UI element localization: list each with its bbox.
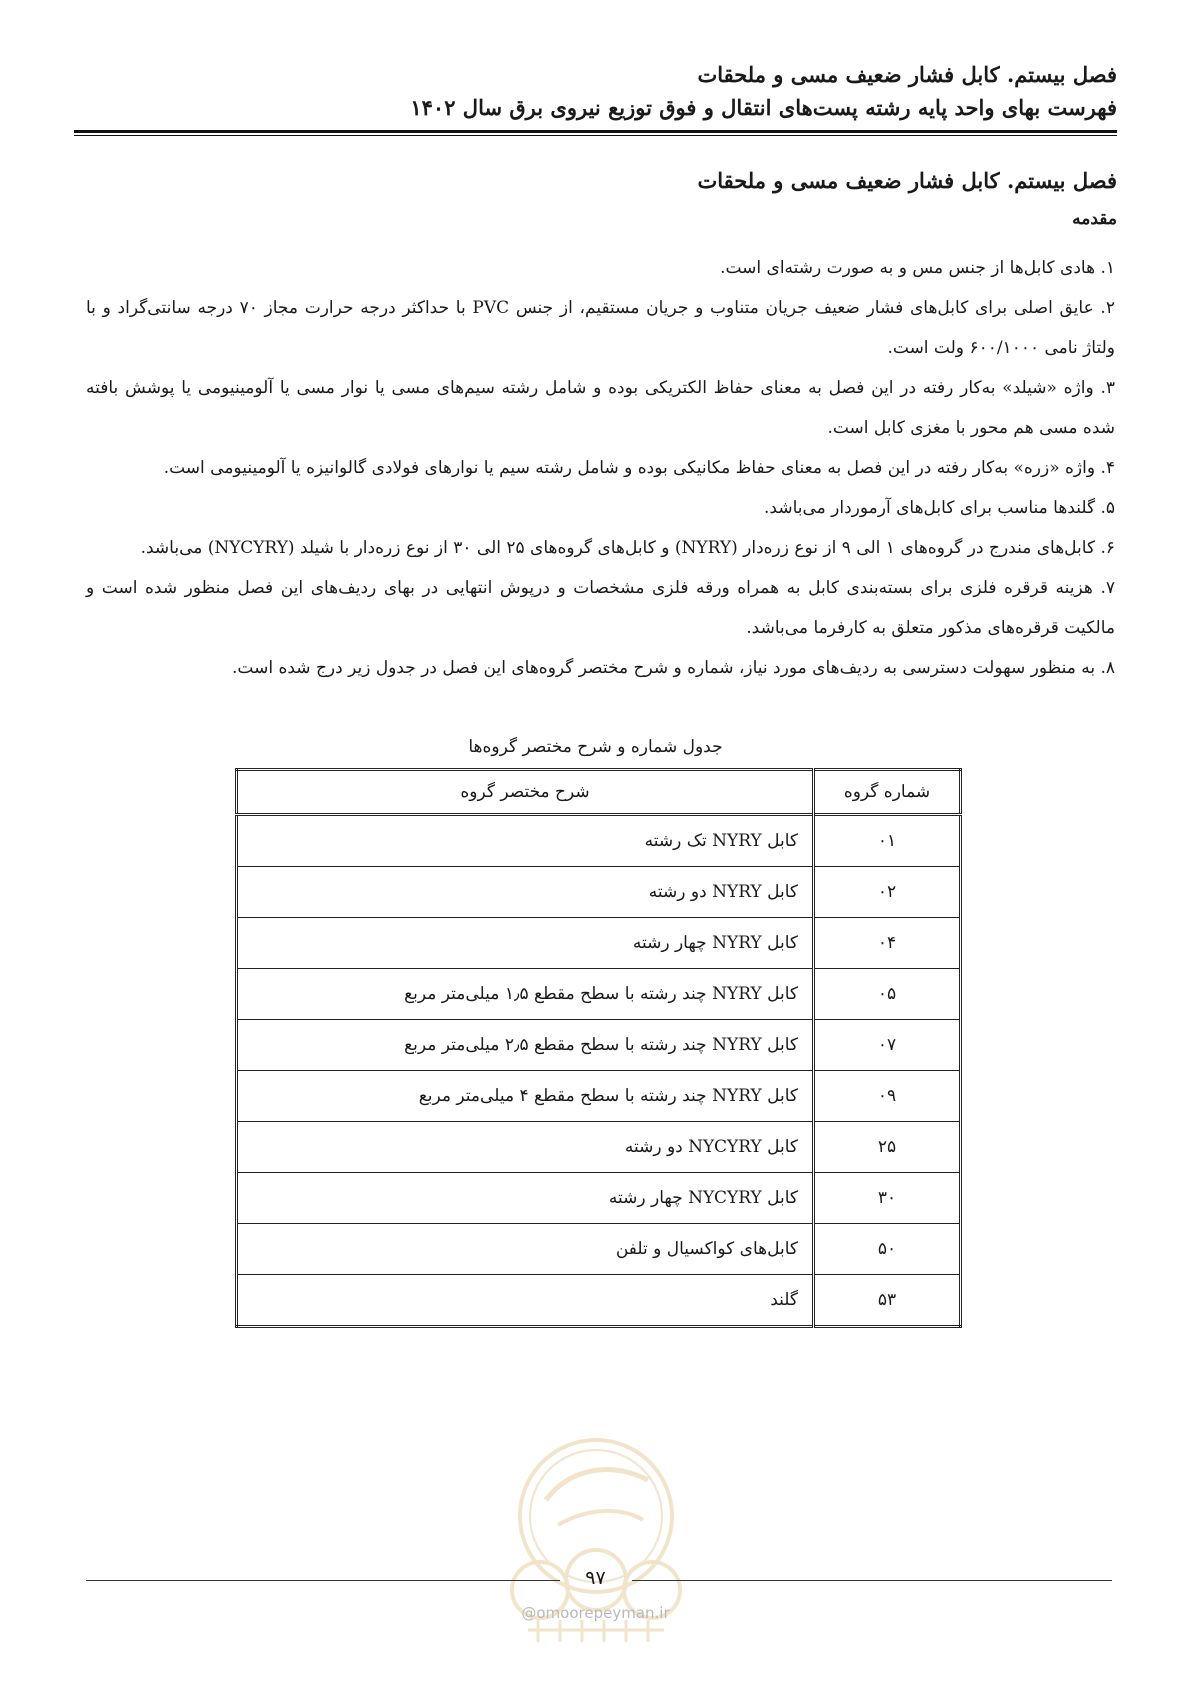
header-divider-thin [74,135,1117,136]
group-description-cell: کابل NYRY دو رشته [237,867,814,918]
header-divider [74,130,1117,133]
group-description-cell: کابل NYRY چند رشته با سطح مقطع ۲٫۵ میلی‌متر مربع [237,1020,814,1071]
group-description-cell: کابل NYCYRY چهار رشته [237,1173,814,1224]
table-row [237,918,961,969]
intro-item: ۵. گلندها مناسب برای کابل‌های آرموردار می‌باشد. [764,498,1115,518]
intro-item: ۴. واژه «زره» به‌کار رفته در این فصل به معنای حفاظ مکانیکی بوده و شامل رشته سیم یا نوارهای فولادی گالوانیزه یا آلومینیومی است. [163,458,1115,478]
group-description-cell: کابل NYRY چهار رشته [237,918,814,969]
group-number-cell: ۵۳ [814,1275,961,1327]
table-row [237,867,961,918]
group-description-cell: کابل NYRY چند رشته با سطح مقطع ۴ میلی‌متر مربع [237,1071,814,1122]
table-caption: جدول شماره و شرح مختصر گروه‌ها [468,737,723,757]
column-header-number: شماره گروه [814,770,961,815]
table-header-row [237,770,961,815]
table-row [237,1275,961,1327]
header-book-title: فهرست بهای واحد پایه رشته پست‌های انتقال و فوق توزیع نیروی برق سال ۱۴۰۲ [410,95,1117,120]
group-description-cell: کابل NYRY تک رشته [237,815,814,867]
header-chapter: فصل بیستم. کابل فشار ضعیف مسی و ملحقات [697,62,1117,87]
groups-table [235,768,962,1328]
intro-item: ۸. به منظور سهولت دسترسی به ردیف‌های مورد نیاز، شماره و شرح مختصر گروه‌های این فصل در جدول زیر درج شده است. [232,658,1115,678]
group-number-cell: ۰۹ [814,1071,961,1122]
group-number-cell: ۰۱ [814,815,961,867]
table-row [237,1122,961,1173]
group-number-cell: ۰۷ [814,1020,961,1071]
table-row [237,1173,961,1224]
group-description-cell: کابل‌های کواکسیال و تلفن [237,1224,814,1275]
column-header-description: شرح مختصر گروه [237,770,814,815]
group-number-cell: ۳۰ [814,1173,961,1224]
intro-item: ۲. عایق اصلی برای کابل‌های فشار ضعیف جریان متناوب و جریان مستقیم، از جنس PVC با حداکثر درجه حرارت مجاز ۷۰ درجه سانتی‌گراد و با ولتاژ نامی ۶۰۰/۱۰۰۰ ولت است. [86,298,1115,358]
section-title: فصل بیستم. کابل فشار ضعیف مسی و ملحقات [697,168,1117,193]
intro-item: ۱. هادی کابل‌ها از جنس مس و به صورت رشته‌ای است. [720,258,1115,278]
group-number-cell: ۰۴ [814,918,961,969]
intro-item: ۳. واژه «شیلد» به‌کار رفته در این فصل به معنای حفاظ الکتریکی بوده و شامل رشته سیم‌های مسی یا نوار مسی یا آلومینیومی یا پوشش بافته شده مسی هم محور با مغزی کابل است. [86,378,1115,438]
table-row [237,815,961,867]
group-description-cell: گلند [237,1275,814,1327]
table-row [237,1020,961,1071]
footer-website: @omoorepeyman.ir [521,1604,670,1622]
table-row [237,969,961,1020]
table-row [237,1224,961,1275]
intro-items [86,248,1115,688]
intro-heading: مقدمه [1072,209,1117,229]
group-number-cell: ۰۵ [814,969,961,1020]
page-header [74,58,1117,124]
page-number: ۹۷ [585,1567,606,1589]
group-number-cell: ۲۵ [814,1122,961,1173]
group-description-cell: کابل NYRY چند رشته با سطح مقطع ۱٫۵ میلی‌متر مربع [237,969,814,1020]
intro-item: ۷. هزینه قرقره فلزی برای بسته‌بندی کابل به همراه ورقه فلزی مشخصات و درپوش انتهایی در بهای ردیف‌های این فصل منظور شده است و مالکیت قرقره‌های مذکور متعلق به کارفرما می‌باشد. [86,578,1115,638]
group-description-cell: کابل NYCYRY دو رشته [237,1122,814,1173]
table-row [237,1071,961,1122]
group-number-cell: ۵۰ [814,1224,961,1275]
group-number-cell: ۰۲ [814,867,961,918]
intro-item: ۶. کابل‌های مندرج در گروه‌های ۱ الی ۹ از نوع زره‌دار (NYRY) و کابل‌های گروه‌های ۲۵ الی ۳۰ از نوع زره‌دار با شیلد (NYCYRY) می‌باشد. [140,538,1115,558]
